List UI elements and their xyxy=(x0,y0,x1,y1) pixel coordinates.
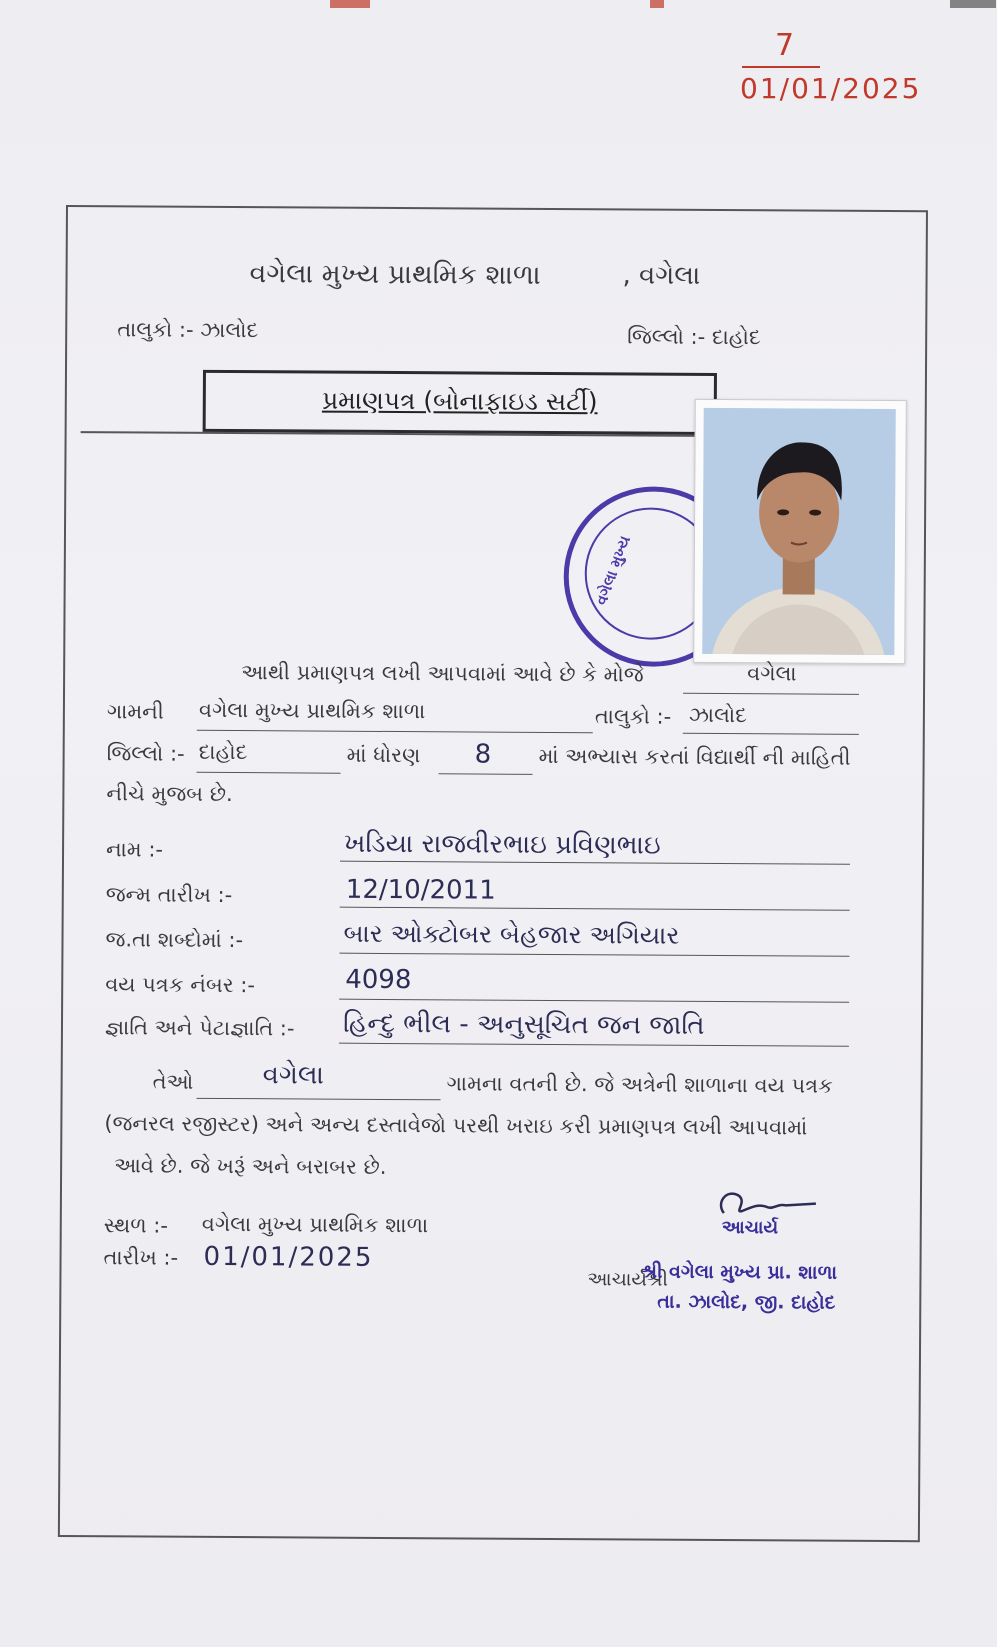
field-value-register: 4098 xyxy=(345,964,412,996)
field-label-dob: જન્મ તારીખ :- xyxy=(105,882,233,908)
field-value-dob-words: બાર ઓક્ટોબર બેહજાર અગિયાર xyxy=(343,918,680,950)
field-underline-dob-words xyxy=(339,953,849,957)
mauje-value: વગેલા xyxy=(747,661,797,686)
field-label-register: વય પત્રક નંબર :- xyxy=(105,972,256,998)
mauje-underline xyxy=(683,693,859,695)
top-edge-dark-mark xyxy=(950,0,996,8)
certificate-title-box xyxy=(203,370,717,435)
gamni-label: ગામની xyxy=(106,699,164,724)
native-underline xyxy=(197,1098,441,1100)
native-prefix: તેઓ xyxy=(152,1069,194,1094)
native-line2: (જનરલ રજીસ્ટર) અને અન્ય દસ્તાવેજો પરથી ખરાઇ કરી પ્રમાણપત્ર લખી આપવામાં xyxy=(104,1111,808,1140)
register-date: 01/01/2025 xyxy=(740,72,922,105)
student-photo-card xyxy=(693,399,907,664)
principal-label: આચાર્યશ્રી xyxy=(587,1268,669,1291)
field-underline-dob xyxy=(340,907,850,911)
register-number-divider xyxy=(742,66,820,68)
below-text: નીચે મુજબ છે. xyxy=(106,781,233,807)
top-edge-red-mark xyxy=(330,0,370,8)
native-value: વગેલા xyxy=(262,1060,324,1091)
std-suffix: માં અભ્યાસ કરતાં વિદ્યાર્થી ની માહિતી xyxy=(538,743,851,770)
sign-word: આચાર્ય xyxy=(721,1217,779,1239)
body-district-underline xyxy=(197,772,341,774)
taluka-heading: તાલુકો :- ઝાલોદ xyxy=(117,317,259,343)
certificate-title: પ્રમાણપત્ર (બોનાફાઇડ સર્ટી) xyxy=(321,385,598,417)
school-stamp-line2: તા. ઝાલોદ, જી. દાહોદ xyxy=(657,1290,836,1314)
register-number: 7 xyxy=(775,28,795,63)
school-stamp-line1: શ્રી વગેલા મુખ્ય પ્રા. શાળા xyxy=(641,1260,838,1284)
seal-text: વગેલા મુખ્ય xyxy=(591,533,635,608)
body-taluka-value: ઝાલોદ xyxy=(688,702,748,728)
std-value: 8 xyxy=(474,739,492,770)
field-label-dob-words: જ.તા શબ્દોમાં :- xyxy=(105,927,244,953)
place-label: સ્થળ :- xyxy=(103,1213,169,1238)
field-value-dob: 12/10/2011 xyxy=(345,874,496,906)
field-value-name: ખડિયા રાજવીરભાઇ પ્રવિણભાઇ xyxy=(344,828,661,861)
std-underline xyxy=(439,773,533,775)
gamni-value: વગેલા મુખ્ય પ્રાથમિક શાળા xyxy=(198,697,426,724)
native-line1: ગામના વતની છે. જે અત્રેની શાળાના વય પત્રક xyxy=(446,1071,833,1098)
field-underline-name xyxy=(340,861,850,865)
top-edge-red-mark xyxy=(650,0,664,8)
field-underline-caste xyxy=(339,1043,849,1047)
intro-text: આથી પ્રમાણપત્ર લખી આપવામાં આવે છે કે મોજે xyxy=(241,660,644,687)
body-district-label: જિલ્લો :- xyxy=(106,741,185,766)
school-name-heading: વગેલા મુખ્ય પ્રાથમિક શાળા xyxy=(249,258,541,291)
field-underline-register xyxy=(339,999,849,1003)
date-value: 01/01/2025 xyxy=(203,1241,374,1273)
field-label-caste: જ્ઞાતિ અને પેટાજ્ઞાતિ :- xyxy=(104,1015,295,1041)
body-district-value: દાહોદ xyxy=(198,739,248,765)
std-label: માં ધોરણ xyxy=(346,742,421,768)
district-heading: જિલ્લો :- દાહોદ xyxy=(627,324,761,350)
student-photo-icon xyxy=(702,408,895,655)
date-label: તારીખ :- xyxy=(103,1245,179,1270)
native-line3: આવે છે. જે ખરૂં અને બરાબર છે. xyxy=(114,1153,387,1179)
field-value-caste: હિન્દુ ભીલ - અનુસૂચિત જન જાતિ xyxy=(342,1008,705,1041)
place-value: વગેલા મુખ્ય પ્રાથમિક શાળા xyxy=(201,1211,429,1238)
certificate-frame xyxy=(58,205,928,1542)
village-heading: , વગેલા xyxy=(622,260,701,291)
body-taluka-underline xyxy=(683,733,859,735)
field-label-name: નામ :- xyxy=(105,837,164,862)
gamni-underline xyxy=(197,730,593,733)
body-taluka-label: તાલુકો :- xyxy=(594,704,672,729)
